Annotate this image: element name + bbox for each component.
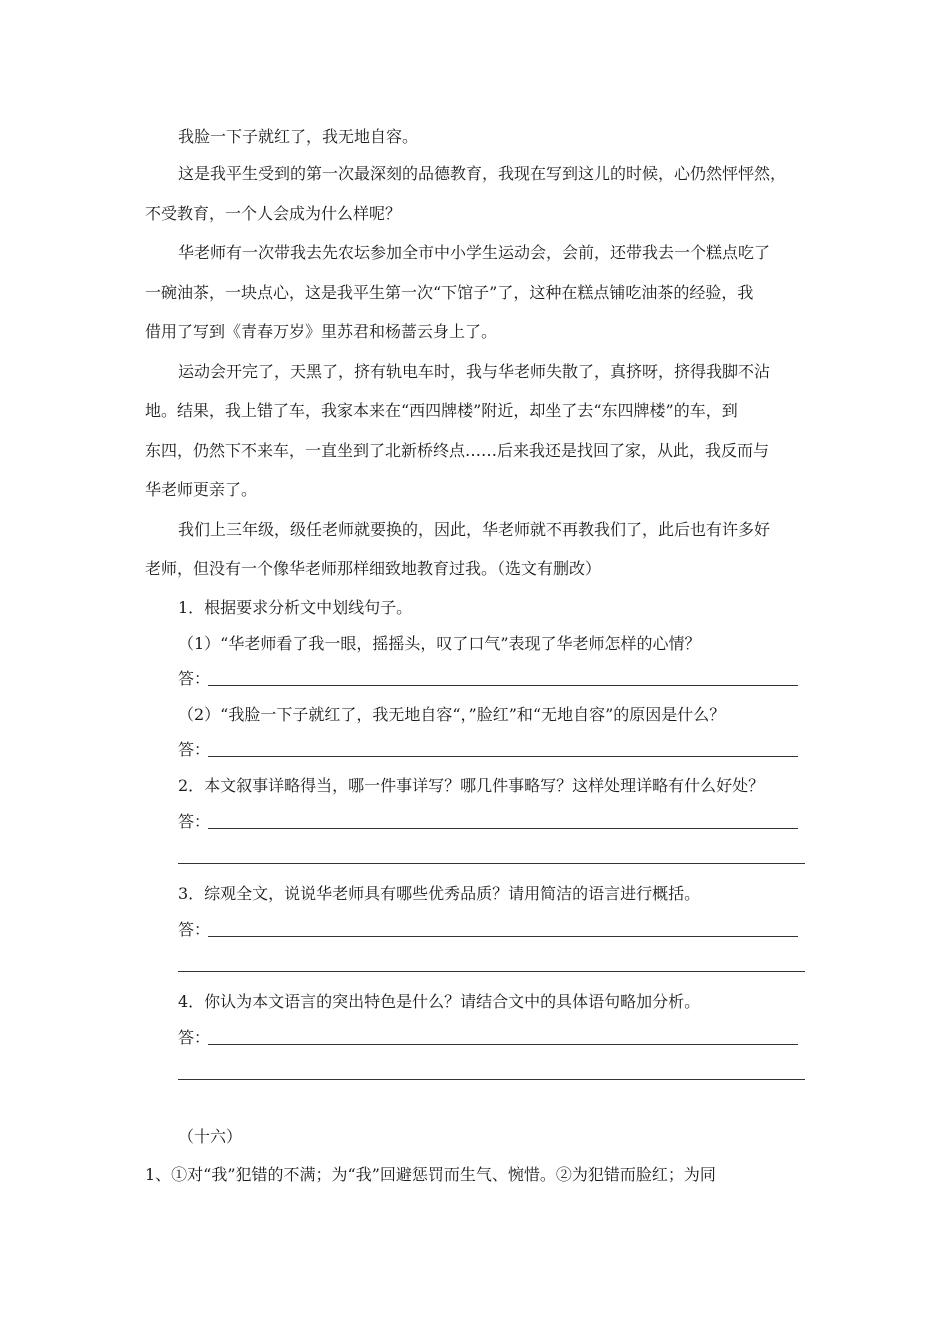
passage-line: 这是我平生受到的第一次最深刻的品德教育，我现在写到这儿的时候，心仍然怦怦然， (178, 164, 787, 183)
question-1-part-1: （1）“华老师看了我一眼，摇摇头，叹了口气”表现了华老师怎样的心情？ (178, 634, 701, 653)
answer-label: 答： (178, 669, 211, 688)
passage-line: 华老师更亲了。 (145, 480, 258, 499)
answer-1: 1、①对“我”犯错的不满；为“我”回避惩罚而生气、惋惜。②为犯错而脸红；为同 (145, 1165, 716, 1184)
question-1-part-2: （2）“我脸一下子就红了，我无地自容“，”脸红”和“无地自容”的原因是什么？ (178, 705, 726, 724)
answer-line[interactable] (178, 971, 805, 972)
answer-label: 答： (178, 1028, 211, 1047)
passage-line: 我脸一下子就红了，我无地自容。 (178, 127, 419, 146)
answer-label: 答： (178, 812, 211, 831)
passage-line: 东四，仍然下不来车，一直坐到了北新桥终点……后来我还是找回了家，从此，我反而与 (145, 441, 770, 460)
passage-line: 不受教育，一个人会成为什么样呢？ (145, 204, 402, 223)
answer-line[interactable] (208, 828, 798, 829)
answer-line[interactable] (178, 863, 805, 864)
question-3: 3．综观全文，说说华老师具有哪些优秀品质？请用简洁的语言进行概括。 (178, 884, 701, 903)
answer-line[interactable] (178, 1079, 805, 1080)
passage-line: 老师，但没有一个像华老师那样细致地教育过我。（选文有删改） (145, 559, 602, 578)
question-2: 2．本文叙事详略得当，哪一件事详写？哪几件事略写？这样处理详略有什么好处？ (178, 776, 765, 795)
question-4: 4．你认为本文语言的突出特色是什么？请结合文中的具体语句略加分析。 (178, 992, 701, 1011)
answer-label: 答： (178, 740, 211, 759)
question-1-stem: 1．根据要求分析文中划线句子。 (178, 598, 413, 617)
passage-line: 运动会开完了，天黑了，挤有轨电车时，我与华老师失散了，真挤呀，挤得我脚不沾 (178, 362, 771, 381)
answer-line[interactable] (208, 1044, 798, 1045)
answer-line[interactable] (208, 936, 798, 937)
passage-line: 我们上三年级，级任老师就要换的，因此，华老师就不再教我们了，此后也有许多好 (178, 520, 771, 539)
passage-line: 地。结果，我上错了车，我家本来在“西四牌楼”附近，却坐了去“东四牌楼”的车，到 (145, 401, 738, 420)
passage-line: 一碗油茶，一块点心，这是我平生第一次“下馆子”了，这种在糕点铺吃油茶的经验，我 (145, 283, 754, 302)
answer-section-label: （十六） (178, 1127, 243, 1146)
passage-line: 借用了写到《青春万岁》里苏君和杨蔷云身上了。 (145, 322, 498, 341)
answer-line[interactable] (208, 756, 798, 757)
passage-line: 华老师有一次带我去先农坛参加全市中小学生运动会，会前，还带我去一个糕点吃了 (178, 243, 771, 262)
answer-label: 答： (178, 920, 211, 939)
answer-line[interactable] (208, 685, 798, 686)
